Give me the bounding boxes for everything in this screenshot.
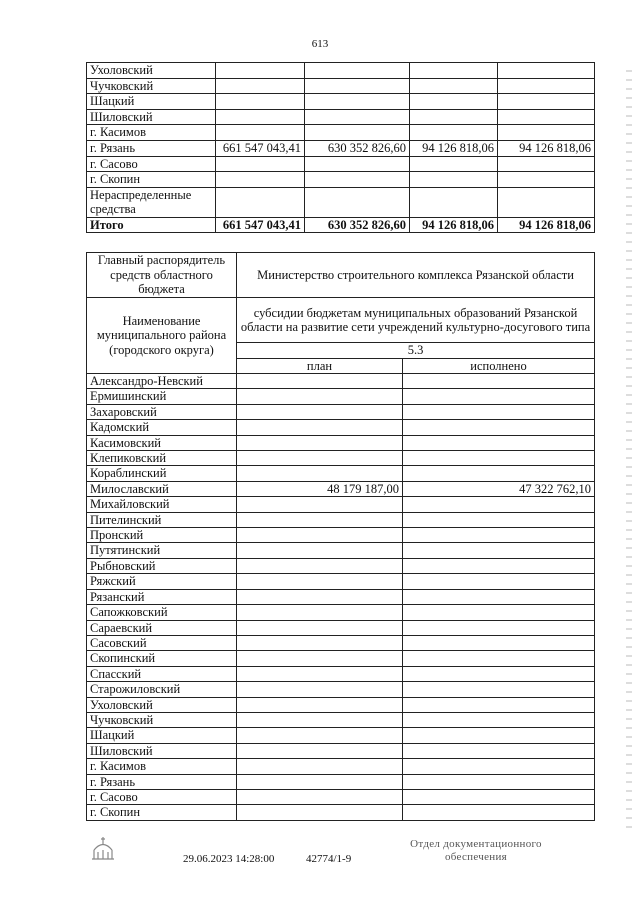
done-cell: 47 322 762,10 [403,481,595,496]
amount-cell [498,78,595,94]
emblem-icon [88,833,118,863]
district-name-cell: Сасовский [87,635,237,650]
table-row [87,805,595,820]
district-name-cell: Скопинский [87,651,237,666]
district-name-cell: Пителинский [87,512,237,527]
amount-cell [216,63,305,79]
done-cell [403,543,595,558]
amount-cell: 630 352 826,60 [305,217,410,233]
done-cell [403,666,595,681]
plan-cell [237,497,403,512]
table-row [87,605,595,620]
table-row [87,651,595,666]
stamp-line-1: Отдел документационного [410,838,542,850]
district-name-cell: Шацкий [87,728,237,743]
done-cell [403,789,595,804]
table-row [87,666,595,681]
plan-cell [237,512,403,527]
amount-cell: 94 126 818,06 [410,140,498,156]
done-cell [403,451,595,466]
amount-cell [498,172,595,188]
table-row [87,789,595,804]
table-row [87,140,595,156]
district-name-cell: Пронский [87,528,237,543]
done-cell [403,420,595,435]
table-header-row [87,298,595,343]
district-name-cell: Михайловский [87,497,237,512]
plan-cell [237,558,403,573]
done-cell [403,635,595,650]
table-row [87,78,595,94]
table-row [87,528,595,543]
district-name-cell: Шацкий [87,94,216,110]
plan-cell [237,543,403,558]
amount-cell [410,94,498,110]
district-name-cell: Милославский [87,481,237,496]
done-cell [403,574,595,589]
amount-cell: 630 352 826,60 [305,140,410,156]
table-row [87,481,595,496]
done-cell [403,605,595,620]
district-name-cell: Итого [87,217,216,233]
district-name-cell: Нераспределенные средства [87,187,216,217]
plan-cell [237,435,403,450]
done-cell [403,512,595,527]
stamp-line-2: обеспечения [444,851,508,863]
amount-cell: 661 547 043,41 [216,217,305,233]
table-row [87,63,595,79]
done-cell [403,589,595,604]
table-row [87,389,595,404]
done-cell [403,743,595,758]
margin-scan-mark [626,70,632,830]
department-stamp [401,838,551,864]
done-cell [403,774,595,789]
table-row [87,156,595,172]
done-cell [403,805,595,820]
total-row [87,217,595,233]
table-row [87,743,595,758]
plan-cell [237,404,403,419]
header-district-label: Наименование муниципального района (городского округа) [87,298,237,374]
district-name-cell: Ермишинский [87,389,237,404]
subsidy-table [86,252,595,821]
amount-cell: 94 126 818,06 [410,217,498,233]
district-name-cell: Путятинский [87,543,237,558]
amount-cell [216,172,305,188]
amount-cell [305,187,410,217]
amount-cell: 94 126 818,06 [498,140,595,156]
plan-cell [237,789,403,804]
table-row [87,512,595,527]
district-name-cell: г. Сасово [87,789,237,804]
amount-cell [305,172,410,188]
table-row [87,620,595,635]
plan-cell [237,374,403,389]
amount-cell [305,156,410,172]
plan-cell [237,605,403,620]
plan-cell [237,712,403,727]
plan-cell [237,389,403,404]
plan-cell [237,728,403,743]
district-name-cell: Шиловский [87,109,216,125]
done-cell [403,682,595,697]
table-row [87,697,595,712]
amount-cell: 94 126 818,06 [498,217,595,233]
district-name-cell: Шиловский [87,743,237,758]
amount-cell [498,187,595,217]
header-ministry: Министерство строительного комплекса Рязанской области [237,253,595,298]
table-row [87,420,595,435]
district-name-cell: Ряжский [87,574,237,589]
done-cell [403,466,595,481]
plan-cell [237,682,403,697]
district-name-cell: Касимовский [87,435,237,450]
plan-cell [237,574,403,589]
district-name-cell: Рыбновский [87,558,237,573]
plan-cell [237,666,403,681]
table-row [87,682,595,697]
district-name-cell: Сапожковский [87,605,237,620]
amount-cell [305,125,410,141]
header-distributor-label: Главный распорядитель средств областного бюджета [87,253,237,298]
amount-cell [498,63,595,79]
summary-table-continued [86,62,595,233]
table-row [87,558,595,573]
district-name-cell: г. Касимов [87,759,237,774]
district-name-cell: г. Рязань [87,140,216,156]
amount-cell [216,78,305,94]
done-cell [403,620,595,635]
district-name-cell: Чучковский [87,712,237,727]
district-name-cell: Кораблинский [87,466,237,481]
plan-cell [237,651,403,666]
plan-cell [237,620,403,635]
district-name-cell: Сараевский [87,620,237,635]
amount-cell [305,94,410,110]
table-row [87,94,595,110]
amount-cell [498,94,595,110]
district-name-cell: Чучковский [87,78,216,94]
district-name-cell: Клепиковский [87,451,237,466]
amount-cell [410,156,498,172]
table-row [87,712,595,727]
amount-cell [410,78,498,94]
amount-cell [216,109,305,125]
table-header-row [87,253,595,298]
done-cell [403,697,595,712]
amount-cell [216,94,305,110]
table-row [87,451,595,466]
amount-cell [216,156,305,172]
amount-cell [410,63,498,79]
plan-cell [237,466,403,481]
table-row [87,635,595,650]
table-row [87,728,595,743]
header-done: исполнено [403,358,595,374]
district-name-cell: Ухоловский [87,63,216,79]
done-cell [403,712,595,727]
amount-cell [305,109,410,125]
done-cell [403,497,595,512]
plan-cell [237,805,403,820]
district-name-cell: Рязанский [87,589,237,604]
district-name-cell: Александро-Невский [87,374,237,389]
table-row [87,543,595,558]
district-name-cell: г. Скопин [87,805,237,820]
plan-cell [237,589,403,604]
amount-cell [410,109,498,125]
district-name-cell: Захаровский [87,404,237,419]
amount-cell [305,78,410,94]
amount-cell [498,156,595,172]
table-row [87,466,595,481]
footer-datetime: 29.06.2023 14:28:00 [183,853,275,865]
table-row [87,374,595,389]
amount-cell [498,125,595,141]
plan-cell [237,451,403,466]
plan-cell [237,528,403,543]
done-cell [403,759,595,774]
header-subsidy-title: субсидии бюджетам муниципальных образований Рязанской области на развитие сети учреждений культурно-досугового типа [237,298,595,343]
plan-cell: 48 179 187,00 [237,481,403,496]
done-cell [403,728,595,743]
done-cell [403,528,595,543]
done-cell [403,404,595,419]
done-cell [403,389,595,404]
done-cell [403,651,595,666]
header-plan: план [237,358,403,374]
table-row [87,774,595,789]
plan-cell [237,774,403,789]
table-row [87,404,595,419]
district-name-cell: Старожиловский [87,682,237,697]
amount-cell: 661 547 043,41 [216,140,305,156]
table-row [87,172,595,188]
table-row [87,187,595,217]
plan-cell [237,759,403,774]
plan-cell [237,420,403,435]
table-row [87,574,595,589]
page-number: 613 [311,38,329,50]
table-row [87,109,595,125]
amount-cell [305,63,410,79]
amount-cell [410,125,498,141]
amount-cell [216,125,305,141]
district-name-cell: г. Скопин [87,172,216,188]
table-row [87,125,595,141]
district-name-cell: Кадомский [87,420,237,435]
district-name-cell: г. Сасово [87,156,216,172]
district-name-cell: г. Рязань [87,774,237,789]
amount-cell [498,109,595,125]
table-row [87,435,595,450]
plan-cell [237,635,403,650]
table-row [87,759,595,774]
table-row [87,589,595,604]
plan-cell [237,697,403,712]
district-name-cell: г. Касимов [87,125,216,141]
plan-cell [237,743,403,758]
done-cell [403,558,595,573]
amount-cell [216,187,305,217]
amount-cell [410,172,498,188]
footer-doc-id: 42774/1-9 [306,853,352,865]
district-name-cell: Спасский [87,666,237,681]
done-cell [403,435,595,450]
table-row [87,497,595,512]
district-name-cell: Ухоловский [87,697,237,712]
amount-cell [410,187,498,217]
header-code: 5.3 [237,343,595,359]
done-cell [403,374,595,389]
